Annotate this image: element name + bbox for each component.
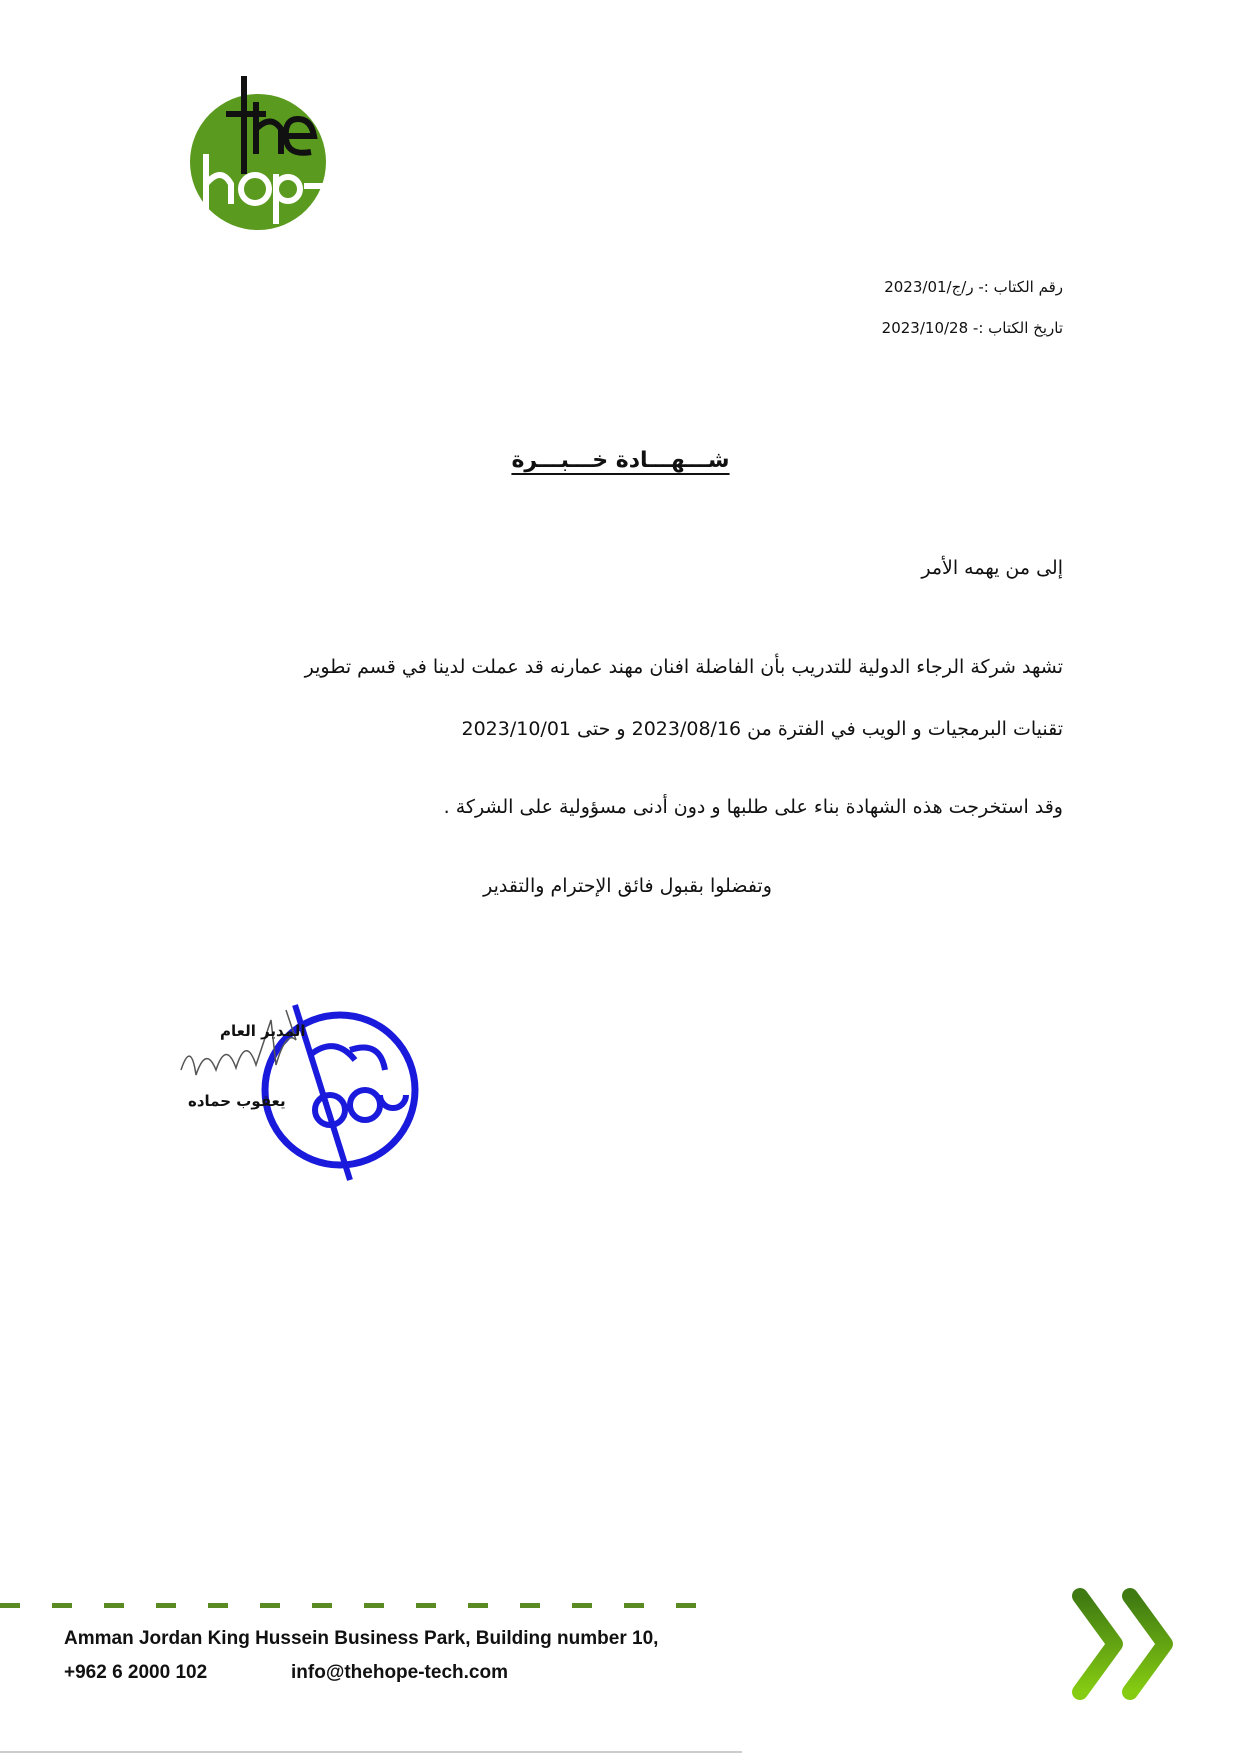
reference-number: رقم الكتاب :- ر/ج/2023/01 xyxy=(884,278,1063,296)
signature-scribble xyxy=(176,1000,326,1104)
footer-bottom-rule xyxy=(0,1751,742,1753)
body-line-2: تقنيات البرمجيات و الويب في الفترة من 2023/08/16 و حتى 2023/10/01 xyxy=(461,718,1063,740)
reference-date: تاريخ الكتاب :- 2023/10/28 xyxy=(881,319,1063,337)
salutation: إلى من يهمه الأمر xyxy=(921,557,1063,579)
signatory-name: يعقوب حماده xyxy=(188,1092,286,1110)
body-line-3: وقد استخرجت هذه الشهادة بناء على طلبها و دون أدنى مسؤولية على الشركة . xyxy=(443,796,1063,818)
signatory-role: المدير العام xyxy=(220,1022,306,1040)
double-chevron-icon xyxy=(1070,1588,1190,1704)
footer-address: Amman Jordan King Hussein Business Park, Building number 10, xyxy=(64,1628,659,1649)
body-line-1: تشهد شركة الرجاء الدولية للتدريب بأن الفاضلة افنان مهند عمارنه قد عملت لدينا في قسم تطوير xyxy=(304,656,1063,678)
closing-line: وتفضلوا بقبول فائق الإحترام والتقدير xyxy=(483,875,772,897)
company-logo xyxy=(186,74,331,234)
footer-dashed-divider xyxy=(0,1603,722,1608)
footer-email: info@thehope-tech.com xyxy=(291,1662,508,1683)
footer-phone: +962 6 2000 102 xyxy=(64,1662,208,1683)
document-title: شـــهـــادة خـــبـــرة xyxy=(511,448,730,473)
